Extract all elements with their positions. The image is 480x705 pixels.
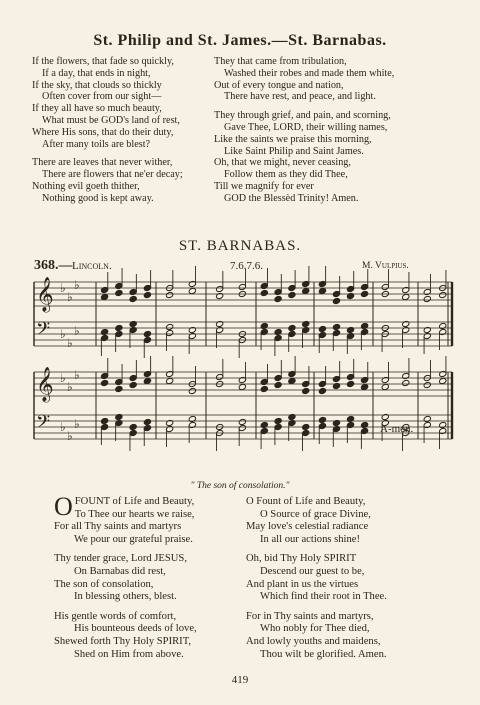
notehead	[361, 290, 369, 297]
notehead	[166, 377, 174, 384]
verse-line: Out of every tongue and nation,	[214, 79, 344, 91]
hymn-number: 368.—	[34, 258, 73, 273]
notehead	[238, 383, 246, 390]
stanzas-right-column	[246, 496, 387, 661]
flat-icon: ♭	[60, 420, 66, 434]
verse-line: They that came from tribulation,	[214, 56, 347, 67]
footnote: " The son of consolation."	[190, 481, 290, 491]
notehead	[439, 291, 447, 298]
flat-icon: ♭	[74, 368, 80, 382]
notehead	[402, 320, 410, 327]
notehead	[288, 324, 296, 331]
verse-line: Oh, that we might, never ceasing,	[214, 157, 351, 169]
notehead	[423, 326, 431, 333]
verse-line: And plant in us the virtues	[246, 578, 359, 590]
notehead	[439, 421, 447, 428]
flat-icon: ♭	[67, 429, 73, 443]
verse-line: May love's celestial radiance	[246, 521, 369, 533]
bass-clef-icon: 𝄢	[36, 412, 51, 437]
verse-line: For in Thy saints and martyrs,	[246, 610, 374, 622]
verse-line: Nothing good is kept away.	[42, 192, 154, 204]
notehead	[129, 423, 137, 430]
flat-icon: ♭	[67, 290, 73, 304]
notehead	[439, 377, 447, 384]
verse-line: Oh, bid Thy Holy SPIRIT	[246, 553, 357, 565]
notehead	[288, 291, 296, 298]
verse-line: Like the saints we praise this morning,	[214, 133, 372, 145]
verse-line: His bounteous deeds of love,	[74, 623, 197, 635]
verse-line: Thou wilt be glorified. Amen.	[260, 648, 387, 660]
notehead	[302, 287, 310, 294]
verse-line: Like Saint Philip and Saint James.	[224, 145, 364, 157]
notehead	[238, 418, 246, 425]
notehead	[216, 320, 224, 327]
treble-clef-icon: 𝄞	[36, 277, 54, 312]
verse-line: Descend our guest to be,	[260, 565, 365, 577]
verse-line: Often cover from our sight—	[42, 91, 162, 103]
notehead	[318, 287, 326, 294]
running-header: St. Philip and St. James.—St. Barnabas.	[93, 32, 387, 49]
verse-line: Shewed forth Thy Holy SPIRIT,	[54, 635, 192, 647]
page-number: 419	[231, 674, 249, 686]
stanza-gap	[246, 604, 387, 611]
notehead	[143, 418, 151, 425]
notehead	[274, 417, 282, 424]
notehead	[318, 325, 326, 332]
notehead	[143, 330, 151, 337]
notehead	[402, 293, 410, 300]
verse-line: If a day, that ends in night,	[42, 67, 151, 79]
verse-line: There are leaves that never wither,	[32, 157, 173, 169]
meter: 7.6.7.6.	[230, 260, 263, 272]
notehead	[101, 417, 109, 424]
flat-icon: ♭	[74, 417, 80, 431]
notehead	[115, 289, 123, 296]
stanza-gap	[54, 546, 197, 553]
verse-line: In blessing others, blest.	[74, 591, 177, 603]
notehead	[288, 377, 296, 384]
verse-line: If the flowers, that fade so quickly,	[32, 56, 174, 67]
notehead	[361, 421, 369, 428]
notehead	[361, 383, 369, 390]
verse-line: They through grief, and pain, and scorning,	[214, 110, 391, 122]
notehead	[188, 287, 196, 294]
drop-cap: O	[54, 492, 73, 521]
notehead	[318, 387, 326, 394]
verse-line: Washed their robes and made them white,	[224, 67, 395, 79]
notehead	[381, 413, 389, 420]
verse-line: If they all have so much beauty,	[32, 103, 162, 115]
notehead	[332, 419, 340, 426]
notehead	[381, 383, 389, 390]
flat-icon: ♭	[74, 278, 80, 292]
verse-line: Thy tender grace, Lord JESUS,	[54, 553, 187, 565]
flat-icon: ♭	[67, 380, 73, 394]
verse-line: Follow them as they did Thee,	[224, 169, 348, 181]
notehead	[439, 322, 447, 329]
notehead	[101, 379, 109, 386]
notehead	[115, 324, 123, 331]
notehead	[346, 380, 354, 387]
notehead	[302, 387, 310, 394]
notehead	[288, 413, 296, 420]
stanzas-left-column	[54, 492, 197, 661]
tune-name: Lincoln.	[72, 260, 112, 272]
notehead	[302, 320, 310, 327]
notehead	[346, 292, 354, 299]
notehead	[143, 291, 151, 298]
notehead	[318, 416, 326, 423]
composer: M. Vulpius.	[362, 261, 409, 271]
verse-line: To Thee our hearts we raise,	[74, 508, 195, 520]
verse-line: His gentle words of comfort,	[54, 610, 177, 622]
bass-clef-icon: 𝄢	[36, 319, 51, 344]
notehead	[166, 291, 174, 298]
verse-line-text: FOUNT of Life and Beauty,	[74, 496, 195, 507]
verse-line: O Source of grace Divine,	[260, 508, 371, 520]
verse-line: Nothing evil goeth thither,	[32, 180, 140, 192]
notehead	[216, 292, 224, 299]
notehead	[402, 379, 410, 386]
verse-line: We pour our grateful praise.	[74, 533, 193, 545]
notehead	[101, 293, 109, 300]
verse-line: The son of consolation,	[54, 578, 154, 590]
notehead	[188, 387, 196, 394]
flat-icon: ♭	[60, 327, 66, 341]
notehead	[274, 328, 282, 335]
verse-line: After many toils are blest?	[42, 138, 151, 150]
verse-line: Where His sons, that do their duty,	[32, 126, 174, 138]
verse-line: For all Thy saints and martyrs	[54, 521, 182, 533]
flat-icon: ♭	[60, 371, 66, 385]
notehead	[260, 385, 268, 392]
verse-line: Who nobly for Thee died,	[260, 623, 370, 635]
verse-line: GOD the Blessèd Trinity! Amen.	[224, 192, 359, 204]
notehead	[332, 382, 340, 389]
flat-icon: ♭	[67, 336, 73, 350]
flat-icon: ♭	[60, 281, 66, 295]
amen-label: A-men.	[380, 423, 414, 435]
notehead	[101, 328, 109, 335]
verse-line: Gave Thee, LORD, their willing names,	[224, 121, 388, 133]
notehead	[423, 381, 431, 388]
notehead	[302, 423, 310, 430]
notehead	[143, 377, 151, 384]
notehead	[129, 381, 137, 388]
stanza-gap	[246, 546, 387, 553]
notehead	[274, 381, 282, 388]
flat-icon: ♭	[74, 324, 80, 338]
notehead	[129, 320, 137, 327]
verse-line: O Fount of Life and Beauty,	[246, 496, 366, 507]
notehead	[260, 289, 268, 296]
verse-line: Shed on Him from above.	[74, 648, 184, 660]
notehead	[260, 421, 268, 428]
notehead	[346, 326, 354, 333]
verse-line: Which find their root in Thee.	[260, 591, 387, 603]
verse-line: On Barnabas did rest,	[74, 565, 166, 577]
verse-line: If the sky, that clouds so thickly	[32, 79, 162, 91]
verse-line: In all our actions shine!	[260, 533, 361, 545]
verse-line: What must be GOD's land of rest,	[42, 114, 180, 126]
notehead	[274, 295, 282, 302]
notehead	[423, 295, 431, 302]
notehead	[129, 295, 137, 302]
notehead	[166, 323, 174, 330]
verse-line: Till we magnify for ever	[214, 180, 314, 192]
verse-line: There are flowers that ne'er decay;	[42, 169, 183, 181]
stanza-gap	[54, 604, 197, 611]
notehead	[260, 322, 268, 329]
notehead	[361, 322, 369, 329]
hymn-title: ST. BARNABAS.	[178, 238, 302, 254]
notehead	[115, 385, 123, 392]
notehead	[332, 323, 340, 330]
notehead	[332, 297, 340, 304]
notehead	[423, 415, 431, 422]
verse-line: And lowly youths and maidens,	[246, 635, 381, 647]
verse-line: There have rest, and peace, and light.	[224, 91, 376, 103]
notehead	[166, 419, 174, 426]
notehead	[115, 413, 123, 420]
treble-clef-icon: 𝄞	[36, 367, 54, 402]
notehead	[188, 415, 196, 422]
notehead	[346, 415, 354, 422]
notehead	[188, 326, 196, 333]
